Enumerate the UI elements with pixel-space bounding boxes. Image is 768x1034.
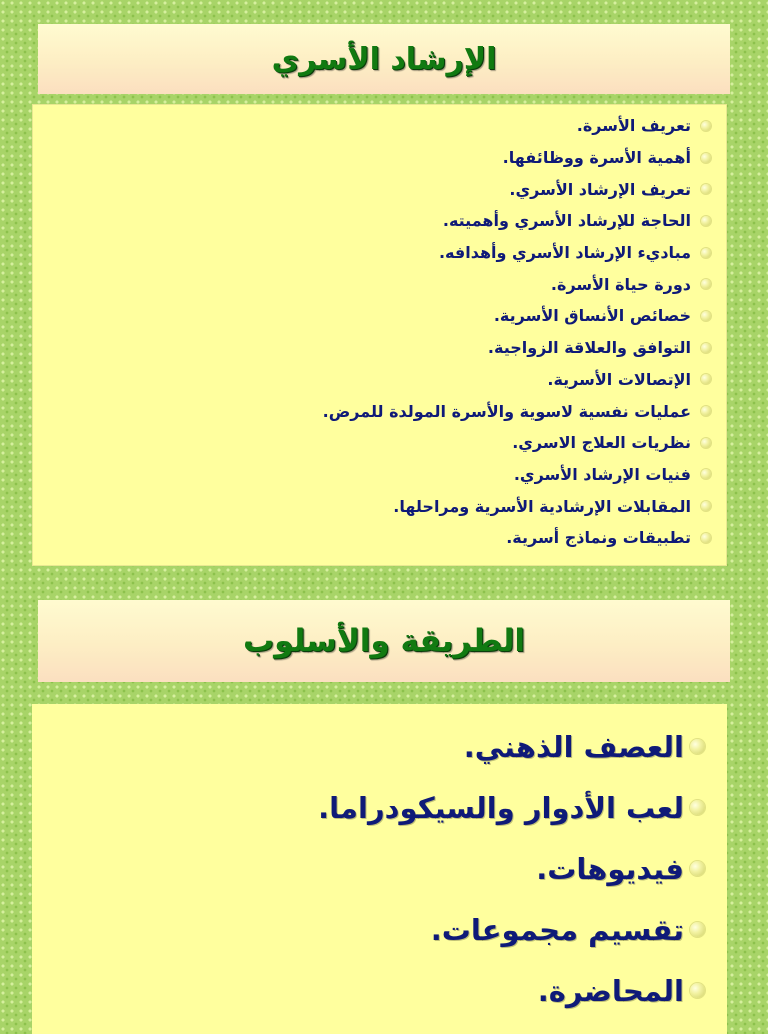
list-item-text: الحاجة للإرشاد الأسري وأهميته. bbox=[442, 211, 691, 231]
bullet-dot-icon bbox=[701, 279, 711, 289]
list-item-text: العصف الذهني. bbox=[463, 729, 684, 764]
list-item bbox=[52, 205, 711, 237]
slide1-bullet-list bbox=[52, 110, 711, 554]
list-item-text: فيديوهات. bbox=[536, 851, 684, 886]
slide1-title-box bbox=[38, 24, 730, 94]
list-item-text: تطبيقات ونماذج أسرية. bbox=[506, 528, 691, 548]
bullet-dot-icon bbox=[690, 739, 705, 754]
bullet-dot-icon bbox=[701, 248, 711, 258]
list-item-text: التوافق والعلاقة الزواجية. bbox=[487, 338, 691, 358]
list-item bbox=[52, 395, 711, 427]
bullet-dot-icon bbox=[701, 121, 711, 131]
bullet-dot-icon bbox=[701, 501, 711, 511]
bullet-dot-icon bbox=[701, 343, 711, 353]
list-item bbox=[52, 110, 711, 142]
bullet-dot-icon bbox=[690, 800, 705, 815]
list-item bbox=[52, 237, 711, 269]
bullet-dot-icon bbox=[690, 861, 705, 876]
bullet-dot-icon bbox=[701, 374, 711, 384]
bullet-dot-icon bbox=[701, 533, 711, 543]
list-item-text: المقابلات الإرشادية الأسرية ومراحلها. bbox=[393, 496, 691, 516]
list-item bbox=[52, 300, 711, 332]
slide2-title: الطريقة والأسلوب bbox=[243, 623, 525, 659]
list-item bbox=[52, 459, 711, 491]
bullet-dot-icon bbox=[701, 184, 711, 194]
slide1-title: الإرشاد الأسري bbox=[271, 41, 497, 77]
slide2-title-box bbox=[38, 600, 730, 682]
list-item-text: فنيات الإرشاد الأسري. bbox=[513, 464, 691, 484]
bullet-dot-icon bbox=[701, 438, 711, 448]
list-item-text: مباديء الإرشاد الأسري وأهدافه. bbox=[438, 243, 691, 263]
bullet-dot-icon bbox=[701, 406, 711, 416]
list-item bbox=[52, 716, 705, 777]
slide1-content-box bbox=[32, 104, 727, 566]
list-item-text: أهمية الأسرة ووظائفها. bbox=[502, 148, 691, 168]
list-item bbox=[52, 173, 711, 205]
slide2-content-box bbox=[32, 704, 727, 1034]
list-item-text: الإتصالات الأسرية. bbox=[547, 369, 691, 389]
list-item bbox=[52, 142, 711, 174]
list-item bbox=[52, 899, 705, 960]
list-item-text: دورة حياة الأسرة. bbox=[550, 274, 691, 294]
list-item-text: نظريات العلاج الاسري. bbox=[512, 433, 691, 453]
slide2-bullet-list bbox=[52, 716, 705, 1021]
list-item-text: تقسيم مجموعات. bbox=[430, 912, 684, 947]
bullet-dot-icon bbox=[701, 153, 711, 163]
list-item-text: خصائص الأنساق الأسرية. bbox=[493, 306, 691, 326]
list-item bbox=[52, 522, 711, 554]
list-item-text: تعريف الإرشاد الأسري. bbox=[509, 179, 691, 199]
list-item bbox=[52, 960, 705, 1021]
list-item-text: لعب الأدوار والسيكودراما. bbox=[318, 790, 684, 825]
list-item-text: تعريف الأسرة. bbox=[576, 116, 691, 136]
list-item bbox=[52, 364, 711, 396]
list-item-text: المحاضرة. bbox=[537, 973, 684, 1008]
slide-method-and-style bbox=[0, 588, 768, 1024]
list-item bbox=[52, 490, 711, 522]
bullet-dot-icon bbox=[701, 311, 711, 321]
list-item bbox=[52, 332, 711, 364]
list-item bbox=[52, 838, 705, 899]
bullet-dot-icon bbox=[701, 469, 711, 479]
list-item bbox=[52, 427, 711, 459]
bullet-dot-icon bbox=[690, 983, 705, 998]
list-item bbox=[52, 777, 705, 838]
bullet-dot-icon bbox=[701, 216, 711, 226]
bullet-dot-icon bbox=[690, 922, 705, 937]
list-item-text: عمليات نفسية لاسوية والأسرة المولدة للمرض. bbox=[322, 401, 691, 421]
list-item bbox=[52, 268, 711, 300]
